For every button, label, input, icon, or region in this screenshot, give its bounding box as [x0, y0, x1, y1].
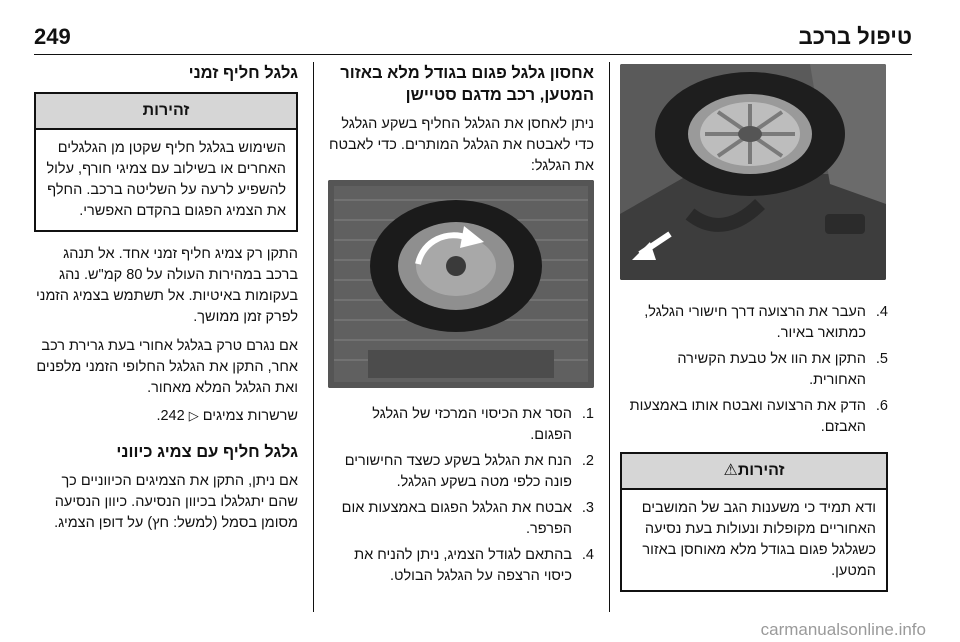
reference-page[interactable]: 242	[160, 408, 185, 424]
list-item: 5. התקן את הוו אל טבעת הקשירה האחורית.	[677, 351, 888, 388]
list-item: 3. אבטח את הגלגל הפגום באמצעות אום הפרפר.	[341, 500, 594, 537]
paragraph: אם ניתן, התקן את הצמיגים הכיווניים כך שהם יתגלגלו בכיוון הנסיעה. כיוון הנסיעה מסומן בסמל (למשל: חץ) על דופן הצמיג.	[54, 473, 298, 531]
section-heading: גלגל חליף זמני	[188, 64, 298, 82]
spare-wheel-well-illustration	[328, 180, 594, 388]
intro-paragraph: ניתן לאחסן את הגלגל החליף בשקע הגלגל כדי לאבטח את הגלגל המותרים. כדי לאבטח את הגלגל:	[328, 116, 594, 174]
trunk-photo	[620, 64, 886, 280]
caution-box	[620, 452, 888, 592]
caution-box-title: זהירות⚠	[622, 454, 886, 490]
spare-well-photo	[328, 180, 594, 388]
section-heading: אחסון גלגל פגום בגודל מלא באזור המטען, רכב מדגם סטיישן	[340, 64, 594, 104]
warning-box	[34, 92, 298, 232]
running-title: טיפול ברכב	[798, 24, 912, 49]
list-item: 4. העבר את הרצועה דרך חישורי הגלגל, כמתואר באיור.	[644, 304, 888, 341]
watermark: carmanualsonline.info	[760, 620, 926, 639]
trunk-wheel-illustration	[620, 64, 886, 280]
column-divider	[313, 62, 314, 612]
paragraph: אם נגרם טרק בגלגל אחורי בעת גרירת רכב אחר, התקן את הגלגל החלופי הזמני מלפנים ואת הגלגל המלא מאחור.	[36, 338, 298, 396]
section-heading: גלגל חליף עם צמיג כיווני	[116, 443, 298, 461]
arrow-reference-icon: ▷	[188, 408, 199, 423]
column-divider	[609, 62, 610, 612]
page-number: 249	[34, 24, 71, 49]
warning-box-body: השימוש בגלגל חליף שקטן מן הגלגלים האחרים או בשילוב עם צמיגי חורף, עלול להשפיע לרעה על השליטה ברכב. החלף את הצמיג הפגום בהקדם האפשרי.	[46, 140, 286, 219]
page-header	[34, 24, 912, 55]
steps-list	[328, 404, 594, 592]
cross-reference: שרשרות צמיגים ▷ 242.	[156, 408, 298, 424]
list-item: 4. בהתאם לגודל הצמיג, ניתן להניח את כיסוי הרצפה על הגלגל הבולט.	[354, 547, 594, 584]
middle-column	[328, 62, 594, 584]
right-column	[620, 62, 888, 592]
warning-box-title: זהירות	[36, 94, 296, 130]
left-column	[34, 62, 298, 534]
list-item: 6. הדק את הרצועה ואבטח אותו באמצעות האבזם.	[629, 398, 888, 435]
steps-list	[620, 302, 888, 438]
paragraph: התקן רק צמיג חליף זמני אחד. אל תנהג ברכב במהירות העולה על 80 קמ"ש. נהג בעקומות באיטיות. אל תשתמש בצמיג הזמני לפרק זמן ממושך.	[36, 246, 298, 325]
caution-box-body: ודא תמיד כי משענות הגב של המושבים האחוריים מקופלות ונעולות בעת נסיעה כשגלגל פגום בגודל מלא מאוחסן באזור המטען.	[641, 500, 876, 579]
warning-triangle-icon: ⚠	[723, 462, 738, 479]
list-item: 1. הסר את הכיסוי המרכזי של הגלגל הפגום.	[372, 406, 594, 443]
list-item: 2. הנח את הגלגל בשקע כשצד החישורים פונה כלפי מטה בשקע הגלגל.	[344, 453, 594, 490]
